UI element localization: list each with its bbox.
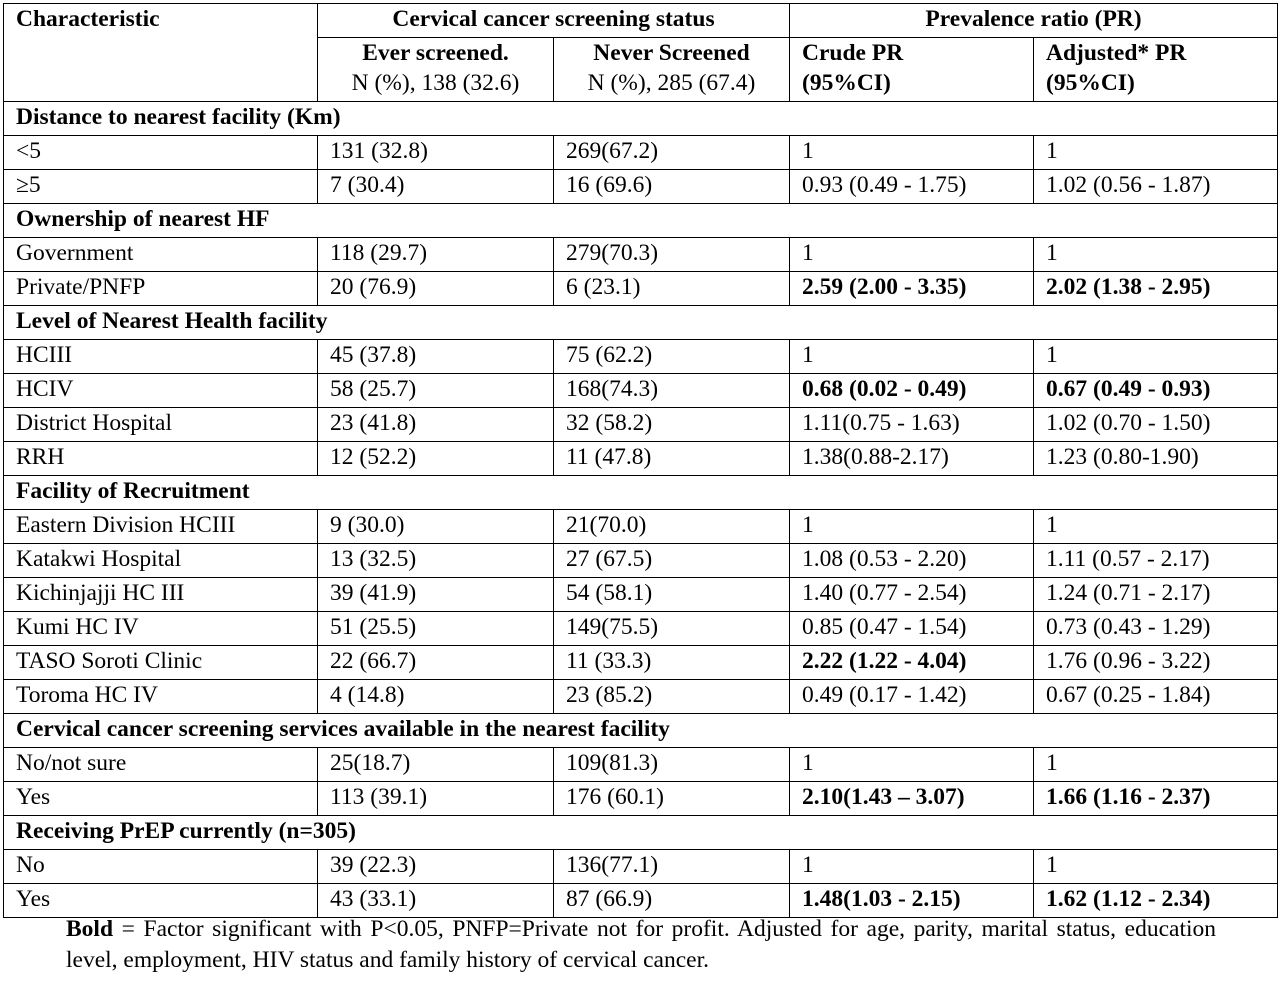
never-screened-cell: 109(81.3) <box>554 748 790 782</box>
section-title: Cervical cancer screening services available in the nearest facility <box>4 714 1278 748</box>
crude-pr-cell: 0.49 (0.17 - 1.42) <box>790 680 1034 714</box>
never-screened-cell: 149(75.5) <box>554 612 790 646</box>
never-screened-cell: 11 (33.3) <box>554 646 790 680</box>
never-screened-cell: 136(77.1) <box>554 850 790 884</box>
ever-screened-cell: 39 (41.9) <box>318 578 554 612</box>
ever-screened-cell: 13 (32.5) <box>318 544 554 578</box>
crude-pr-cell: 1 <box>790 238 1034 272</box>
section-row <box>4 306 1278 340</box>
footnote-bold-word: Bold <box>66 916 114 942</box>
crude-pr-title: Crude PR <box>802 40 904 66</box>
table-row <box>4 612 1278 646</box>
never-screened-cell: 54 (58.1) <box>554 578 790 612</box>
crude-pr-header <box>790 38 1034 102</box>
crude-pr-cell: 1.40 (0.77 - 2.54) <box>790 578 1034 612</box>
table-row <box>4 136 1278 170</box>
crude-pr-cell: 1.48(1.03 - 2.15) <box>790 884 1034 918</box>
never-screened-cell: 269(67.2) <box>554 136 790 170</box>
ever-screened-cell: 131 (32.8) <box>318 136 554 170</box>
ever-screened-cell: 45 (37.8) <box>318 340 554 374</box>
adjusted-pr-cell: 1.02 (0.70 - 1.50) <box>1034 408 1278 442</box>
adjusted-pr-cell: 1.02 (0.56 - 1.87) <box>1034 170 1278 204</box>
row-label: HCIII <box>4 340 318 374</box>
crude-pr-cell: 2.10(1.43 – 3.07) <box>790 782 1034 816</box>
ever-screened-cell: 39 (22.3) <box>318 850 554 884</box>
never-screened-cell: 168(74.3) <box>554 374 790 408</box>
row-label: <5 <box>4 136 318 170</box>
crude-pr-cell: 1.38(0.88-2.17) <box>790 442 1034 476</box>
section-row <box>4 102 1278 136</box>
never-screened-cell: 75 (62.2) <box>554 340 790 374</box>
row-label: Private/PNFP <box>4 272 318 306</box>
section-row <box>4 816 1278 850</box>
row-label: Kichinjajji HC III <box>4 578 318 612</box>
adjusted-pr-title: Adjusted* PR <box>1046 40 1187 66</box>
never-screened-cell: 16 (69.6) <box>554 170 790 204</box>
crude-pr-cell: 1.08 (0.53 - 2.20) <box>790 544 1034 578</box>
row-label: No <box>4 850 318 884</box>
never-screened-header <box>554 38 790 102</box>
adjusted-pr-cell: 2.02 (1.38 - 2.95) <box>1034 272 1278 306</box>
table-row <box>4 238 1278 272</box>
never-screened-cell: 23 (85.2) <box>554 680 790 714</box>
row-label: Eastern Division HCIII <box>4 510 318 544</box>
adjusted-pr-cell: 1 <box>1034 850 1278 884</box>
adjusted-pr-cell: 1.23 (0.80-1.90) <box>1034 442 1278 476</box>
crude-pr-cell: 0.93 (0.49 - 1.75) <box>790 170 1034 204</box>
ever-screened-cell: 4 (14.8) <box>318 680 554 714</box>
section-row <box>4 204 1278 238</box>
table-row <box>4 680 1278 714</box>
crude-pr-cell: 2.59 (2.00 - 3.35) <box>790 272 1034 306</box>
crude-pr-cell: 1 <box>790 748 1034 782</box>
row-label: Kumi HC IV <box>4 612 318 646</box>
crude-pr-cell: 0.68 (0.02 - 0.49) <box>790 374 1034 408</box>
never-screened-cell: 32 (58.2) <box>554 408 790 442</box>
row-label: Katakwi Hospital <box>4 544 318 578</box>
adjusted-pr-cell: 0.73 (0.43 - 1.29) <box>1034 612 1278 646</box>
prevalence-ratio-header: Prevalence ratio (PR) <box>790 4 1278 38</box>
adjusted-pr-cell: 1.76 (0.96 - 3.22) <box>1034 646 1278 680</box>
adjusted-pr-cell: 1.24 (0.71 - 2.17) <box>1034 578 1278 612</box>
crude-pr-cell: 0.85 (0.47 - 1.54) <box>790 612 1034 646</box>
table-row <box>4 408 1278 442</box>
section-title: Ownership of nearest HF <box>4 204 1278 238</box>
crude-pr-cell: 1.11(0.75 - 1.63) <box>790 408 1034 442</box>
footnote <box>66 914 1216 976</box>
crude-pr-cell: 1 <box>790 510 1034 544</box>
adjusted-pr-cell: 1 <box>1034 510 1278 544</box>
table-row <box>4 646 1278 680</box>
table-row <box>4 850 1278 884</box>
row-label: ≥5 <box>4 170 318 204</box>
never-screened-cell: 176 (60.1) <box>554 782 790 816</box>
ever-screened-cell: 113 (39.1) <box>318 782 554 816</box>
table-row <box>4 442 1278 476</box>
table-row <box>4 272 1278 306</box>
adjusted-pr-cell: 1 <box>1034 238 1278 272</box>
ever-screened-cell: 118 (29.7) <box>318 238 554 272</box>
adjusted-pr-cell: 1.66 (1.16 - 2.37) <box>1034 782 1278 816</box>
adjusted-pr-cell: 1 <box>1034 748 1278 782</box>
never-screened-n: N (%), 285 (67.4) <box>587 70 756 96</box>
ever-screened-n: N (%), 138 (32.6) <box>351 70 520 96</box>
adjusted-pr-cell: 1.62 (1.12 - 2.34) <box>1034 884 1278 918</box>
section-title: Facility of Recruitment <box>4 476 1278 510</box>
row-label: Yes <box>4 884 318 918</box>
ever-screened-cell: 23 (41.8) <box>318 408 554 442</box>
row-label: Toroma HC IV <box>4 680 318 714</box>
adjusted-pr-ci: (95%CI) <box>1046 70 1135 96</box>
crude-pr-cell: 1 <box>790 850 1034 884</box>
header-row-1 <box>4 4 1278 38</box>
footnote-text: = Factor significant with P<0.05, PNFP=Private not for profit. Adjusted for age, parity, marital status, education level, employment, HIV status and family history of cervical cancer. <box>66 916 1216 973</box>
table-row <box>4 578 1278 612</box>
ever-screened-title: Ever screened. <box>362 40 509 66</box>
never-screened-cell: 27 (67.5) <box>554 544 790 578</box>
ever-screened-cell: 25(18.7) <box>318 748 554 782</box>
adjusted-pr-cell: 0.67 (0.25 - 1.84) <box>1034 680 1278 714</box>
ever-screened-cell: 12 (52.2) <box>318 442 554 476</box>
row-label: No/not sure <box>4 748 318 782</box>
section-title: Receiving PrEP currently (n=305) <box>4 816 1278 850</box>
ever-screened-cell: 58 (25.7) <box>318 374 554 408</box>
table-row <box>4 748 1278 782</box>
adjusted-pr-cell: 1.11 (0.57 - 2.17) <box>1034 544 1278 578</box>
never-screened-title: Never Screened <box>593 40 750 66</box>
table-row <box>4 374 1278 408</box>
adjusted-pr-cell: 1 <box>1034 340 1278 374</box>
row-label: District Hospital <box>4 408 318 442</box>
results-table <box>3 3 1278 918</box>
table-row <box>4 340 1278 374</box>
table-row <box>4 544 1278 578</box>
table-body <box>4 102 1278 918</box>
ever-screened-cell: 43 (33.1) <box>318 884 554 918</box>
row-label: HCIV <box>4 374 318 408</box>
screening-status-header: Cervical cancer screening status <box>318 4 790 38</box>
adjusted-pr-cell: 1 <box>1034 136 1278 170</box>
ever-screened-cell: 9 (30.0) <box>318 510 554 544</box>
row-label: RRH <box>4 442 318 476</box>
never-screened-cell: 87 (66.9) <box>554 884 790 918</box>
adjusted-pr-cell: 0.67 (0.49 - 0.93) <box>1034 374 1278 408</box>
table-row <box>4 782 1278 816</box>
section-title: Level of Nearest Health facility <box>4 306 1278 340</box>
adjusted-pr-header <box>1034 38 1278 102</box>
row-label: Yes <box>4 782 318 816</box>
never-screened-cell: 6 (23.1) <box>554 272 790 306</box>
never-screened-cell: 279(70.3) <box>554 238 790 272</box>
section-row <box>4 714 1278 748</box>
ever-screened-header <box>318 38 554 102</box>
table-row <box>4 884 1278 918</box>
section-row <box>4 476 1278 510</box>
table-row <box>4 510 1278 544</box>
ever-screened-cell: 51 (25.5) <box>318 612 554 646</box>
crude-pr-cell: 1 <box>790 340 1034 374</box>
section-title: Distance to nearest facility (Km) <box>4 102 1278 136</box>
ever-screened-cell: 7 (30.4) <box>318 170 554 204</box>
crude-pr-cell: 1 <box>790 136 1034 170</box>
row-label: TASO Soroti Clinic <box>4 646 318 680</box>
crude-pr-ci: (95%CI) <box>802 70 891 96</box>
ever-screened-cell: 20 (76.9) <box>318 272 554 306</box>
characteristic-header: Characteristic <box>4 4 318 102</box>
never-screened-cell: 21(70.0) <box>554 510 790 544</box>
table-row <box>4 170 1278 204</box>
ever-screened-cell: 22 (66.7) <box>318 646 554 680</box>
crude-pr-cell: 2.22 (1.22 - 4.04) <box>790 646 1034 680</box>
row-label: Government <box>4 238 318 272</box>
never-screened-cell: 11 (47.8) <box>554 442 790 476</box>
